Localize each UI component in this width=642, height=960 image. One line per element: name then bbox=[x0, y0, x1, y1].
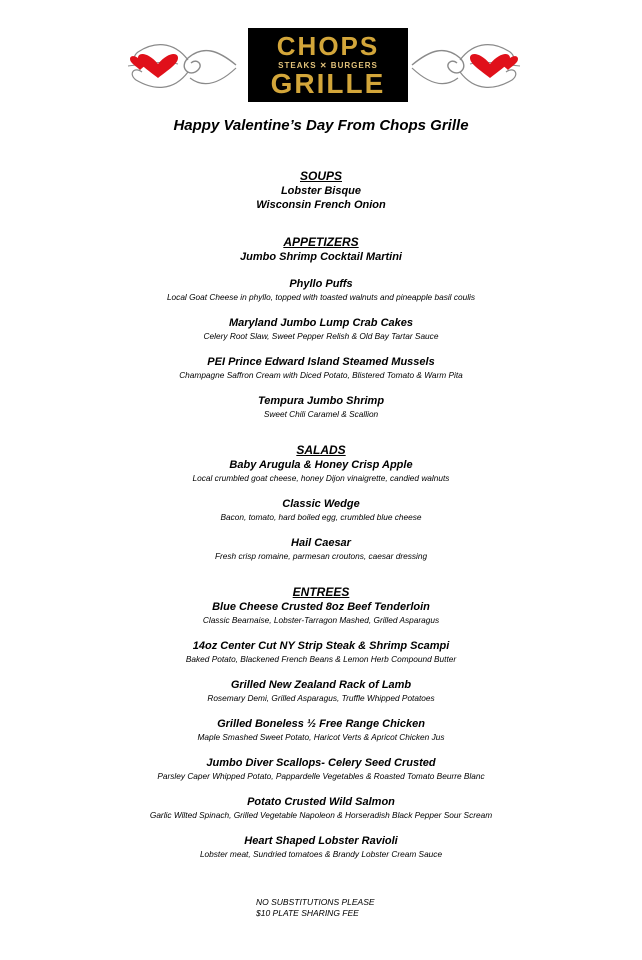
menu-item bbox=[0, 184, 642, 198]
menu-notes bbox=[256, 897, 375, 919]
menu-item-description: Maple Smashed Sweet Potato, Haricot Verts & Apricot Chicken Jus bbox=[197, 732, 445, 742]
menu-item-name: 14oz Center Cut NY Strip Steak & Shrimp Scampi bbox=[192, 640, 450, 652]
crossed-knives-icon: ✕ bbox=[319, 61, 331, 70]
menu-item-name: Classic Wedge bbox=[282, 498, 360, 510]
menu-item-description: Lobster meat, Sundried tomatoes & Brandy Lobster Cream Sauce bbox=[199, 849, 443, 859]
menu-item bbox=[0, 756, 642, 782]
menu-section-appetizers bbox=[0, 234, 642, 420]
logo-tagline-left: STEAKS bbox=[278, 61, 317, 70]
logo-bottom-text: GRILLE bbox=[270, 68, 386, 99]
menu-item-name: Heart Shaped Lobster Ravioli bbox=[244, 835, 398, 847]
menu-item bbox=[0, 497, 642, 523]
menu-item bbox=[0, 355, 642, 381]
item-spacer bbox=[0, 821, 642, 834]
menu-item bbox=[0, 316, 642, 342]
menu-item-description: Classic Bearnaise, Lobster-Tarragon Mashed, Grilled Asparagus bbox=[202, 615, 440, 625]
menu-item-description: Local crumbled goat cheese, honey Dijon vinaigrette, candied walnuts bbox=[192, 473, 450, 483]
item-spacer bbox=[0, 782, 642, 795]
chops-grille-logo bbox=[248, 28, 408, 102]
section-spacer bbox=[0, 562, 642, 584]
menu-item bbox=[0, 639, 642, 665]
section-title: ENTREES bbox=[292, 585, 350, 599]
item-spacer bbox=[0, 665, 642, 678]
note-sharing-fee: $10 PLATE SHARING FEE bbox=[256, 908, 359, 918]
menu-item-name: Maryland Jumbo Lump Crab Cakes bbox=[229, 317, 413, 329]
menu-item-description: Fresh crisp romaine, parmesan croutons, caesar dressing bbox=[214, 551, 428, 561]
logo-top-text: CHOPS bbox=[276, 31, 380, 61]
menu-item bbox=[0, 834, 642, 860]
menu-item-name: Lobster Bisque bbox=[280, 185, 362, 197]
section-title: SALADS bbox=[296, 443, 346, 457]
header bbox=[0, 0, 642, 110]
menu-item bbox=[0, 600, 642, 626]
heart-scroll-right-icon bbox=[410, 30, 530, 100]
item-spacer bbox=[0, 484, 642, 497]
menu-item bbox=[0, 717, 642, 743]
item-spacer bbox=[0, 704, 642, 717]
note-no-substitutions: NO SUBSTITUTIONS PLEASE bbox=[256, 897, 375, 907]
item-spacer bbox=[0, 626, 642, 639]
menu-item-name: Baby Arugula & Honey Crisp Apple bbox=[229, 459, 413, 471]
item-spacer bbox=[0, 342, 642, 355]
menu-item-name: Hail Caesar bbox=[291, 537, 351, 549]
menu-item-name: Jumbo Shrimp Cocktail Martini bbox=[240, 251, 402, 263]
section-title: APPETIZERS bbox=[283, 235, 359, 249]
item-spacer bbox=[0, 523, 642, 536]
menu-item-description: Baked Potato, Blackened French Beans & Lemon Herb Compound Butter bbox=[185, 654, 457, 664]
menu-item-description: Parsley Caper Whipped Potato, Pappardelle Vegetables & Roasted Tomato Beurre Blanc bbox=[157, 771, 485, 781]
menu-item-description: Local Goat Cheese in phyllo, topped with toasted walnuts and pineapple basil coulis bbox=[166, 292, 476, 302]
menu-item-name: Tempura Jumbo Shrimp bbox=[257, 395, 385, 407]
menu-item bbox=[0, 198, 642, 212]
menu-item-name: Grilled New Zealand Rack of Lamb bbox=[230, 679, 412, 691]
menu-item bbox=[0, 458, 642, 484]
menu-item-name: Phyllo Puffs bbox=[289, 278, 353, 290]
logo-tagline-right: BURGERS bbox=[330, 61, 378, 70]
heart-scroll-left-icon bbox=[118, 30, 238, 100]
menu-item bbox=[0, 536, 642, 562]
menu-item-name: PEI Prince Edward Island Steamed Mussels bbox=[207, 356, 435, 368]
item-spacer bbox=[0, 303, 642, 316]
page-title: Happy Valentine’s Day From Chops Grille bbox=[173, 117, 469, 134]
item-spacer bbox=[0, 264, 642, 277]
menu-section-entrees bbox=[0, 584, 642, 860]
menu-item-description: Rosemary Demi, Grilled Asparagus, Truffle Whipped Potatoes bbox=[207, 693, 435, 703]
menu-item-description: Champagne Saffron Cream with Diced Potato, Blistered Tomato & Warm Pita bbox=[179, 370, 463, 380]
menu-item-name: Wisconsin French Onion bbox=[256, 199, 386, 211]
menu-item bbox=[0, 394, 642, 420]
menu-item bbox=[0, 250, 642, 264]
menu-item-name: Grilled Boneless ½ Free Range Chicken bbox=[217, 718, 425, 730]
menu-item-name: Blue Cheese Crusted 8oz Beef Tenderloin bbox=[212, 601, 430, 613]
menu-item-description: Sweet Chili Caramel & Scallion bbox=[263, 409, 379, 419]
section-spacer bbox=[0, 212, 642, 234]
section-spacer bbox=[0, 420, 642, 442]
menu-section-soups bbox=[0, 168, 642, 212]
menu-item bbox=[0, 678, 642, 704]
item-spacer bbox=[0, 381, 642, 394]
menu-section-salads bbox=[0, 442, 642, 562]
menu-item-description: Bacon, tomato, hard boiled egg, crumbled blue cheese bbox=[220, 512, 422, 522]
menu-item-description: Celery Root Slaw, Sweet Pepper Relish & Old Bay Tartar Sauce bbox=[203, 331, 439, 341]
menu-item bbox=[0, 795, 642, 821]
menu-item-description: Garlic Wilted Spinach, Grilled Vegetable Napoleon & Horseradish Black Pepper Sour Scream bbox=[149, 810, 493, 820]
menu-body bbox=[0, 168, 642, 860]
item-spacer bbox=[0, 743, 642, 756]
menu-item-name: Potato Crusted Wild Salmon bbox=[247, 796, 395, 808]
menu-item bbox=[0, 277, 642, 303]
section-title: SOUPS bbox=[299, 169, 342, 183]
menu-item-name: Jumbo Diver Scallops- Celery Seed Crusted bbox=[206, 757, 436, 769]
